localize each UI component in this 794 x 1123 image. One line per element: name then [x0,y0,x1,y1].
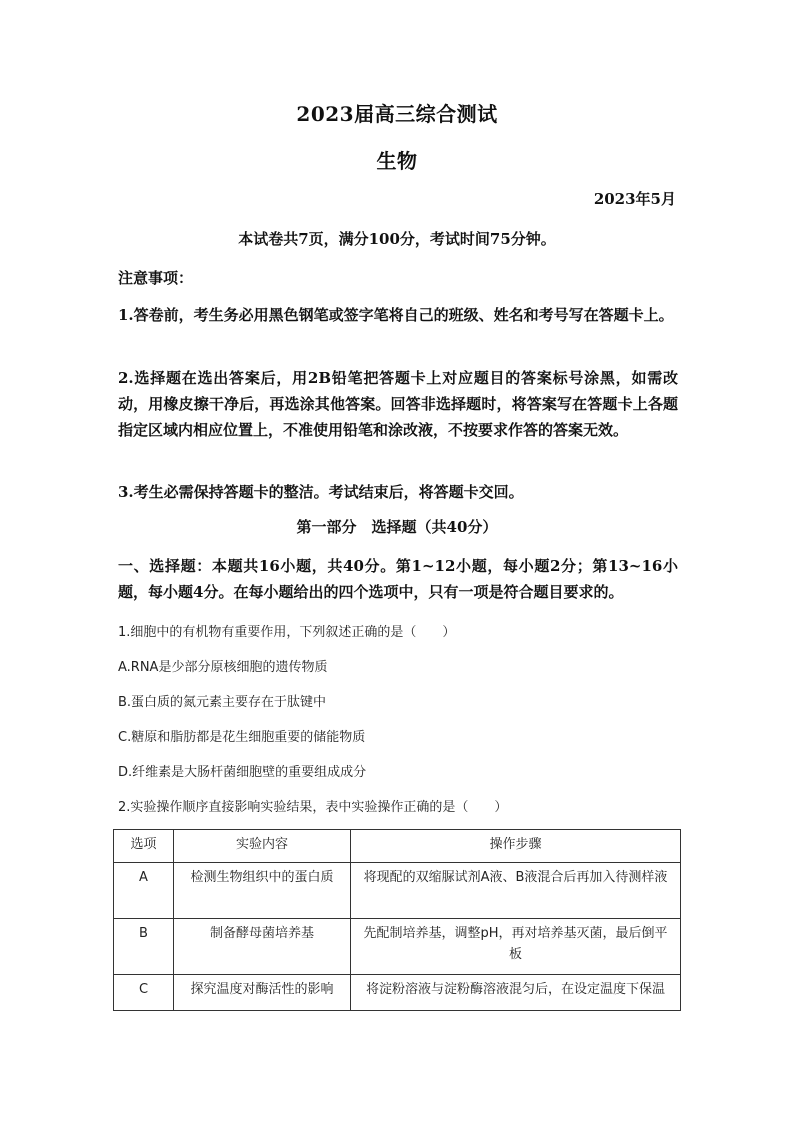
notice-item-2: 2.选择题在选出答案后，用2B铅笔把答题卡上对应题目的答案标号涂黑，如需改动，用橡皮擦干净后，再选涂其他答案。回答非选择题时，将答案写在答题卡上各题指定区域内相应位置上，不准使用铅笔和涂改液，不按要求作答的答案无效。 [118,369,678,439]
table-cell-content: 探究温度对酶活性的影响 [174,975,351,1011]
table-row [114,863,681,919]
table-cell-steps: 将现配的双缩脲试剂A液、B液混合后再加入待测样液 [351,863,681,919]
table-cell-content: 制备酵母菌培养基 [174,919,351,975]
question-2-stem: 2.实验操作顺序直接影响实验结果，表中实验操作正确的是（ ） [118,800,508,815]
table-cell-option: A [114,863,174,919]
table-header-steps: 操作步骤 [351,830,681,863]
notice-item-1: 1.答卷前，考生务必用黑色钢笔或签字笔将自己的班级、姓名和考号写在答题卡上。 [118,306,674,324]
notice-heading: 注意事项： [118,269,194,287]
subject-title: 生物 [376,149,418,173]
question-1-option-b: B.蛋白质的氮元素主要存在于肽键中 [118,695,327,710]
table-cell-content: 检测生物组织中的蛋白质 [174,863,351,919]
question-1-option-a: A.RNA是少部分原核细胞的遗传物质 [118,660,328,675]
section-instructions: 一、选择题：本题共16小题，共40分。第1~12小题，每小题2分；第13~16小题，每小题4分。在每小题给出的四个选项中，只有一项是符合题目要求的。 [118,557,678,601]
table-header-row [114,830,681,863]
exam-intro: 本试卷共7页，满分100分，考试时间75分钟。 [238,230,556,248]
question-1-option-c: C.糖原和脂肪都是花生细胞重要的储能物质 [118,730,366,745]
table-row [114,919,681,975]
question-1-option-d: D.纤维素是大肠杆菌细胞壁的重要组成成分 [118,765,367,780]
notice-item-3: 3.考生必需保持答题卡的整洁。考试结束后，将答题卡交回。 [118,483,524,501]
table-cell-option: C [114,975,174,1011]
table-cell-option: B [114,919,174,975]
question-1-stem: 1.细胞中的有机物有重要作用，下列叙述正确的是（ ） [118,625,456,640]
table-header-option: 选项 [114,830,174,863]
table-row [114,975,681,1011]
exam-title: 2023届高三综合测试 [296,102,498,126]
table-cell-steps: 将淀粉溶液与淀粉酶溶液混匀后，在设定温度下保温 [351,975,681,1011]
exam-date: 2023年5月 [593,190,676,208]
section-heading: 第一部分 选择题（共40分） [296,518,498,536]
table-header-content: 实验内容 [174,830,351,863]
experiment-table [113,829,681,1011]
table-cell-steps: 先配制培养基，调整pH，再对培养基灭菌，最后倒平板 [351,919,681,975]
